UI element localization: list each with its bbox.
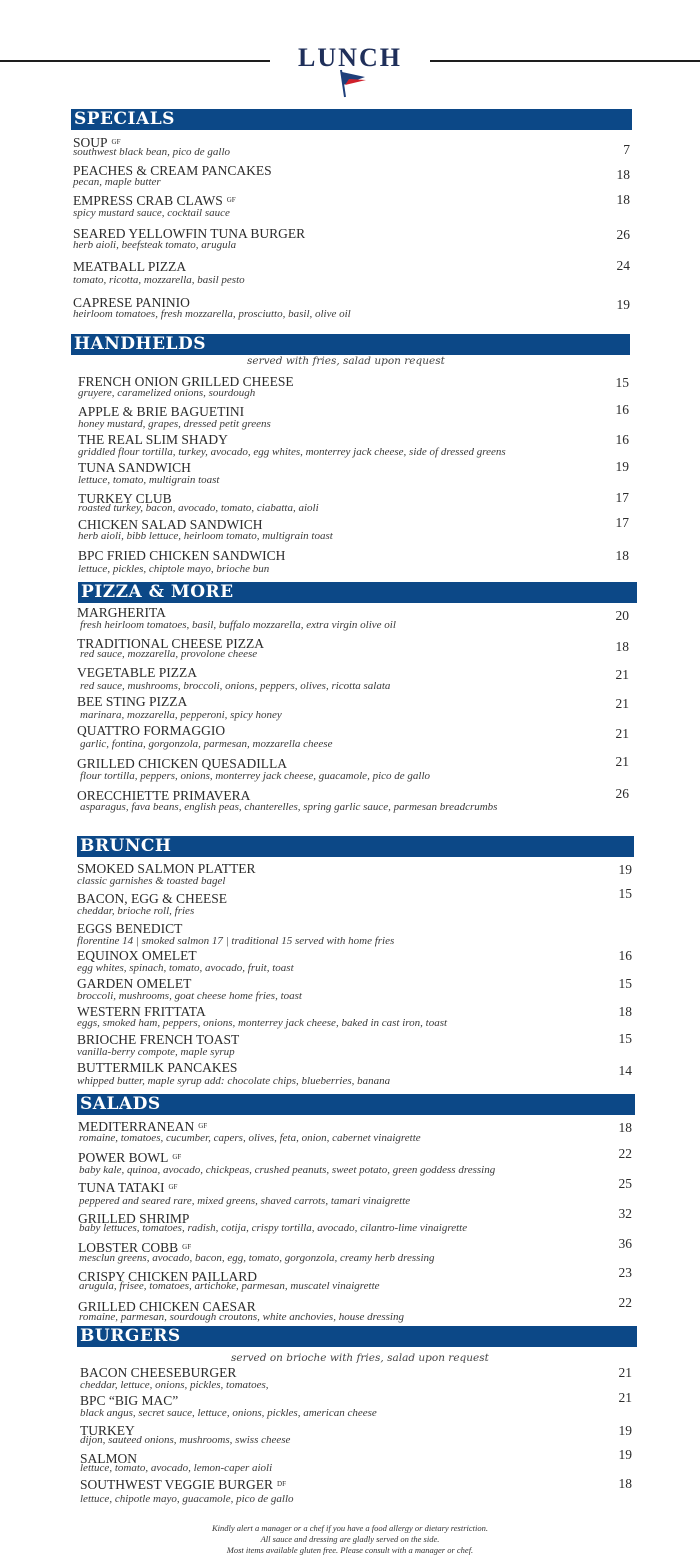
page-title: LUNCH (298, 43, 402, 72)
menu-item-name-text: BUTTERMILK PANCAKES (77, 1060, 238, 1075)
menu-item-name (78, 433, 228, 447)
dietary-tag: GF (226, 196, 236, 204)
menu-item-price: 21 (615, 696, 629, 711)
menu-item-name-text: BRIOCHE FRENCH TOAST (77, 1032, 240, 1047)
menu-item-name-text: TRADITIONAL CHEESE PIZZA (77, 636, 264, 651)
menu-item-description: lettuce, chipotle mayo, guacamole, pico de gallo (80, 1493, 294, 1505)
menu-item-name-text: MEDITERRANEAN (78, 1119, 195, 1134)
menu-item-name-text: PEACHES & CREAM PANCAKES (73, 163, 272, 178)
footer-line: Most items available gluten free. Please consult with a manager or chef. (226, 1545, 474, 1555)
menu-item-price: 21 (615, 726, 629, 741)
menu-item-name-text: SMOKED SALMON PLATTER (77, 861, 256, 876)
menu-item-description: fresh heirloom tomatoes, basil, buffalo mozzarella, extra virgin olive oil (80, 619, 396, 631)
menu-item-name-text: TUNA TATAKI (78, 1180, 165, 1195)
menu-item-name-text: QUATTRO FORMAGGIO (77, 723, 226, 738)
menu-item-name-text: TURKEY CLUB (78, 491, 172, 506)
menu-item-name (77, 892, 227, 906)
menu-item-description: dijon, sauteed onions, mushrooms, swiss cheese (80, 1434, 291, 1446)
menu-item-price: 23 (618, 1265, 632, 1280)
menu-item-description: flour tortilla, peppers, onions, monterrey jack cheese, guacamole, pico de gallo (80, 770, 430, 782)
menu-item-name-text: GRILLED CHICKEN QUESADILLA (77, 756, 287, 771)
menu-item-description: black angus, secret sauce, lettuce, onions, pickles, american cheese (80, 1407, 377, 1419)
menu-item-price: 32 (618, 1206, 632, 1221)
menu-item-price: 18 (618, 1120, 632, 1135)
menu-item-price: 26 (615, 786, 629, 801)
menu-item-price: 17 (615, 515, 629, 530)
menu-item-price: 21 (615, 754, 629, 769)
menu-item-name-text: EMPRESS CRAB CLAWS (73, 193, 223, 208)
menu-item-price: 21 (618, 1365, 632, 1380)
menu-item-description: whipped butter, maple syrup add: chocolate chips, blueberries, banana (77, 1075, 391, 1087)
section-header: SALADS (77, 1094, 635, 1115)
menu-item-description: southwest black bean, pico de gallo (73, 146, 231, 158)
menu-item-name (77, 1061, 237, 1075)
menu-item-name (73, 194, 236, 208)
menu-item-name (78, 405, 244, 419)
menu-item-name-text: BACON CHEESEBURGER (80, 1365, 237, 1380)
menu-item-price: 21 (615, 667, 629, 682)
menu-item-name-text: MARGHERITA (77, 605, 166, 620)
menu-item-price: 18 (616, 167, 630, 182)
menu-item-name (77, 1033, 239, 1047)
menu-item-name-text: SOUTHWEST VEGGIE BURGER (80, 1477, 274, 1492)
menu-item-name-text: CRISPY CHICKEN PAILLARD (78, 1269, 258, 1284)
footer-line: Kindly alert a manager or a chef if you have a food allergy or dietary restriction. (211, 1523, 489, 1533)
menu-item-name-text: EGGS BENEDICT (77, 921, 183, 936)
menu-item-name (77, 922, 182, 936)
menu-item-description: eggs, smoked ham, peppers, onions, monterrey jack cheese, baked in cast iron, toast (77, 1017, 448, 1029)
menu-item-name (77, 949, 197, 963)
menu-item-name (77, 757, 287, 771)
menu-item-price: 24 (616, 258, 630, 273)
menu-item-name (78, 549, 285, 563)
menu-item-name-text: GRILLED CHICKEN CAESAR (78, 1299, 256, 1314)
menu-item-description: spicy mustard sauce, cocktail sauce (73, 207, 230, 219)
menu-item-description: gruyere, caramelized onions, sourdough (78, 387, 256, 399)
menu-item-price: 36 (618, 1236, 632, 1251)
section-header: BRUNCH (77, 836, 634, 857)
menu-item-name-text: POWER BOWL (78, 1150, 169, 1165)
menu-item-name-text: LOBSTER COBB (78, 1240, 179, 1255)
section-note: served on brioche with fries, salad upon request (231, 1352, 489, 1364)
menu-item-name-text: GRILLED SHRIMP (78, 1211, 190, 1226)
dietary-tag: DF (277, 1480, 286, 1488)
section-header: BURGERS (77, 1326, 637, 1347)
menu-item-name (80, 1478, 286, 1492)
menu-item-price: 22 (618, 1146, 632, 1161)
menu-item-name-text: WESTERN FRITTATA (77, 1004, 206, 1019)
menu-item-name (77, 862, 256, 876)
menu-item-name-text: CHICKEN SALAD SANDWICH (78, 517, 263, 532)
section-header: HANDHELDS (71, 334, 630, 355)
menu-item-price: 20 (615, 608, 629, 623)
menu-item-description: florentine 14 | smoked salmon 17 | traditional 15 served with home fries (77, 935, 395, 947)
menu-item-name-text: SEARED YELLOWFIN TUNA BURGER (73, 226, 306, 241)
menu-item-price: 16 (615, 432, 629, 447)
menu-item-name (78, 1151, 181, 1165)
menu-item-price: 19 (615, 459, 629, 474)
allergy-notice (0, 1523, 700, 1556)
menu-item-description: tomato, ricotta, mozzarella, basil pesto (73, 274, 245, 286)
menu-item-description: romaine, parmesan, sourdough croutons, white anchovies, house dressing (79, 1311, 404, 1323)
dietary-tag: GF (168, 1183, 178, 1191)
menu-item-name-text: GARDEN OMELET (77, 976, 192, 991)
menu-item-price: 19 (618, 862, 632, 877)
menu-item-name (77, 724, 225, 738)
menu-item-price: 14 (618, 1063, 632, 1078)
menu-item-name (77, 606, 166, 620)
menu-item-description: roasted turkey, bacon, avocado, tomato, ciabatta, aioli (78, 502, 319, 514)
menu-item-name (77, 666, 197, 680)
menu-item-price: 19 (618, 1423, 632, 1438)
menu-item-price: 18 (615, 548, 629, 563)
menu-item-price: 19 (616, 297, 630, 312)
menu-item-description: arugula, frisee, tomatoes, artichoke, parmesan, muscatel vinaigrette (79, 1280, 380, 1292)
menu-item-name-text: TURKEY (80, 1423, 135, 1438)
menu-item-description: griddled flour tortilla, turkey, avocado, egg whites, monterrey jack cheese, side of dressed greens (78, 446, 506, 458)
menu-item-description: peppered and seared rare, mixed greens, shaved carrots, tamari vinaigrette (79, 1195, 411, 1207)
menu-item-price: 21 (618, 1390, 632, 1405)
menu-item-description: herb aioli, beefsteak tomato, arugula (73, 239, 237, 251)
menu-item-name-text: CAPRESE PANINIO (73, 295, 190, 310)
dietary-tag: GF (172, 1153, 182, 1161)
dietary-tag: GF (111, 138, 121, 146)
menu-item-name-text: FRENCH ONION GRILLED CHEESE (78, 374, 294, 389)
menu-item-description: mesclun greens, avocado, bacon, egg, tomato, gorgonzola, creamy herb dressing (79, 1252, 435, 1264)
menu-item-description: cheddar, brioche roll, fries (77, 905, 195, 917)
section-note: served with fries, salad upon request (247, 355, 445, 367)
menu-item-description: baby lettuces, tomatoes, radish, cotija, crispy tortilla, avocado, cilantro-lime vinaigrette (79, 1222, 468, 1234)
menu-item-price: 15 (618, 886, 632, 901)
menu-item-description: vanilla-berry compote, maple syrup (77, 1046, 235, 1058)
section-header: PIZZA & MORE (78, 582, 637, 603)
menu-item-name-text: EQUINOX OMELET (77, 948, 197, 963)
menu-item-description: honey mustard, grapes, dressed petit greens (78, 418, 271, 430)
pennant-flag-icon (335, 68, 369, 98)
menu-item-description: egg whites, spinach, tomato, avocado, fruit, toast (77, 962, 294, 974)
menu-item-description: cheddar, lettuce, onions, pickles, tomatoes, (80, 1379, 269, 1391)
menu-item-name-text: BPC “BIG MAC” (80, 1393, 179, 1408)
menu-item-price: 26 (616, 227, 630, 242)
menu-item-name-text: TUNA SANDWICH (78, 460, 191, 475)
menu-item-name-text: APPLE & BRIE BAGUETINI (78, 404, 245, 419)
menu-item-description: broccoli, mushrooms, goat cheese home fries, toast (77, 990, 302, 1002)
menu-item-description: red sauce, mushrooms, broccoli, onions, peppers, olives, ricotta salata (80, 680, 391, 692)
menu-item-name (77, 977, 191, 991)
menu-item-name (80, 1366, 236, 1380)
menu-item-name (80, 1394, 178, 1408)
menu-item-price: 15 (615, 375, 629, 390)
menu-item-name (77, 695, 187, 709)
menu-item-price: 25 (618, 1176, 632, 1191)
menu-item-description: lettuce, tomato, avocado, lemon-caper aioli (80, 1462, 273, 1474)
menu-item-name-text: BPC FRIED CHICKEN SANDWICH (78, 548, 286, 563)
menu-item-name-text: MEATBALL PIZZA (73, 259, 187, 274)
menu-item-price: 19 (618, 1447, 632, 1462)
menu-item-description: red sauce, mozzarella, provolone cheese (80, 648, 258, 660)
menu-item-name (78, 461, 191, 475)
menu-item-price: 7 (623, 142, 630, 157)
menu-item-name-text: SOUP (73, 135, 108, 150)
menu-item-price: 18 (618, 1004, 632, 1019)
menu-item-price: 18 (618, 1476, 632, 1491)
menu-item-name-text: VEGETABLE PIZZA (77, 665, 198, 680)
menu-item-name (73, 260, 186, 274)
menu-item-description: baby kale, quinoa, avocado, chickpeas, crushed peanuts, sweet potato, green goddess dressing (79, 1164, 496, 1176)
menu-item-description: asparagus, fava beans, english peas, chanterelles, spring garlic sauce, parmesan breadcrumbs (80, 801, 498, 813)
menu-item-price: 16 (618, 948, 632, 963)
menu-item-name-text: BACON, EGG & CHEESE (77, 891, 228, 906)
menu-item-price: 22 (618, 1295, 632, 1310)
menu-item-name (78, 1181, 177, 1195)
menu-item-description: lettuce, pickles, chiptole mayo, brioche bun (78, 563, 270, 575)
menu-item-description: heirloom tomatoes, fresh mozzarella, prosciutto, basil, olive oil (73, 308, 351, 320)
menu-item-description: lettuce, tomato, multigrain toast (78, 474, 220, 486)
menu-item-price: 15 (618, 976, 632, 991)
dietary-tag: GF (198, 1122, 208, 1130)
menu-item-description: classic garnishes & toasted bagel (77, 875, 226, 887)
menu-item-description: garlic, fontina, gorgonzola, parmesan, mozzarella cheese (80, 738, 333, 750)
menu-item-description: marinara, mozzarella, pepperoni, spicy honey (80, 709, 282, 721)
menu-item-name-text: SALMON (80, 1451, 138, 1466)
menu-item-price: 18 (616, 192, 630, 207)
menu-item-price: 16 (615, 402, 629, 417)
menu-item-price: 18 (615, 639, 629, 654)
menu-item-name-text: ORECCHIETTE PRIMAVERA (77, 788, 251, 803)
dietary-tag: GF (182, 1243, 192, 1251)
menu-item-price: 15 (618, 1031, 632, 1046)
menu-item-price: 17 (615, 490, 629, 505)
menu-item-name-text: THE REAL SLIM SHADY (78, 432, 228, 447)
menu-item-name-text: BEE STING PIZZA (77, 694, 188, 709)
menu-item-description: romaine, tomatoes, cucumber, capers, olives, feta, onion, cabernet vinaigrette (79, 1132, 421, 1144)
footer-line: All sauce and dressing are gladly served on the side. (260, 1534, 440, 1544)
section-header: SPECIALS (71, 109, 632, 130)
menu-item-description: herb aioli, bibb lettuce, heirloom tomato, multigrain toast (78, 530, 333, 542)
menu-item-description: pecan, maple butter (73, 176, 161, 188)
